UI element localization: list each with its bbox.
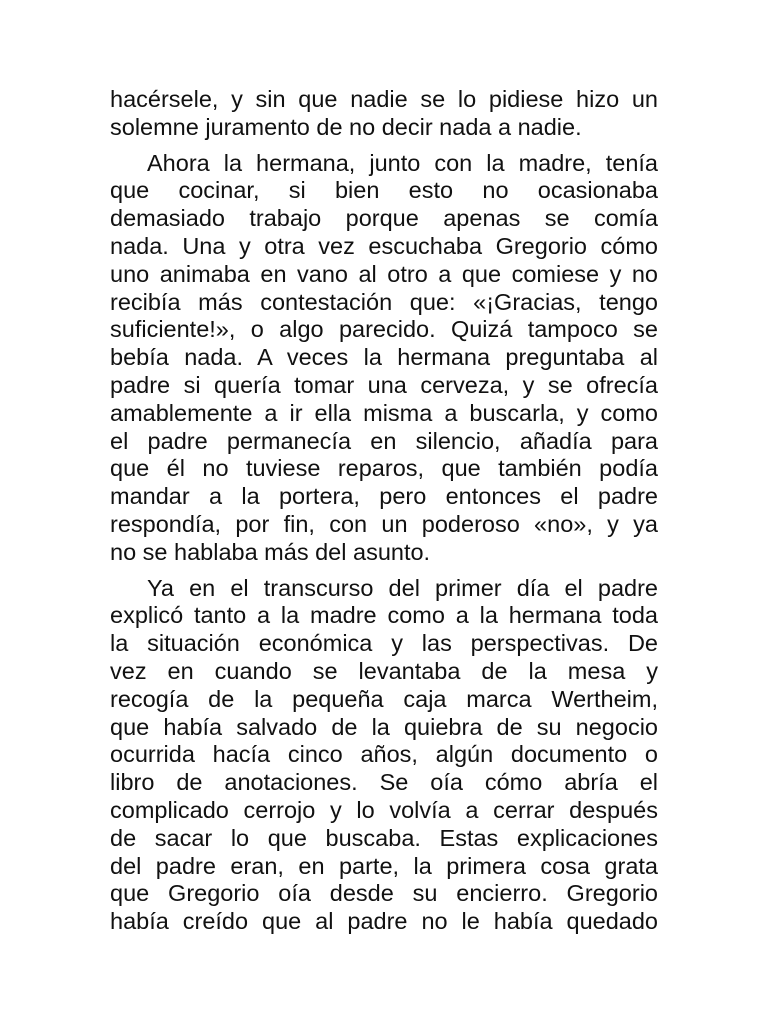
paragraph [110, 150, 658, 567]
text-line: mandar a la portera, pero entonces el padre [110, 483, 658, 510]
text-line: bebía nada. A veces la hermana preguntaba al [110, 344, 658, 371]
text-line: que él no tuviese reparos, que también podía [110, 455, 658, 482]
text-line: complicado cerrojo y lo volvía a cerrar después [110, 796, 658, 823]
paragraph [110, 575, 658, 936]
text-line: de sacar lo que buscaba. Estas explicaciones [110, 824, 658, 851]
text-line: la situación económica y las perspectivas. De [110, 630, 658, 657]
text-line: no se hablaba más del asunto. [110, 538, 431, 565]
text-line: recogía de la pequeña caja marca Wertheim, [110, 685, 658, 712]
text-line: ocurrida hacía cinco años, algún documento o [110, 741, 658, 768]
text-line: recibía más contestación que: «¡Gracias, tengo [110, 288, 658, 315]
text-line: que había salvado de la quiebra de su negocio [110, 713, 658, 740]
text-line: uno animaba en vano al otro a que comiese y no [110, 260, 658, 287]
text-line: del padre eran, en parte, la primera cosa grata [110, 852, 658, 879]
page-text [110, 86, 658, 936]
text-line: suficiente!», o algo parecido. Quizá tampoco se [110, 316, 658, 343]
text-line: que cocinar, si bien esto no ocasionaba [110, 177, 658, 204]
text-line: libro de anotaciones. Se oía cómo abría el [110, 769, 658, 796]
text-line: el padre permanecía en silencio, añadía para [110, 427, 658, 454]
text-line: amablemente a ir ella misma a buscarla, y como [110, 399, 658, 426]
text-line: Ahora la hermana, junto con la madre, tenía [147, 149, 658, 176]
text-line: explicó tanto a la madre como a la hermana toda [110, 602, 658, 629]
text-line: padre si quería tomar una cerveza, y se ofrecía [110, 371, 658, 398]
text-line: Ya en el transcurso del primer día el padre [147, 574, 658, 601]
text-line: respondía, por fin, con un poderoso «no», y ya [110, 510, 658, 537]
text-line: hacérsele, y sin que nadie se lo pidiese hizo un [110, 86, 658, 112]
text-line: vez en cuando se levantaba de la mesa y [110, 657, 658, 684]
text-line: demasiado trabajo porque apenas se comía [110, 205, 658, 232]
paragraph [110, 86, 658, 142]
text-line: nada. Una y otra vez escuchaba Gregorio cómo [110, 232, 658, 259]
text-line: solemne juramento de no decir nada a nadie. [110, 113, 582, 140]
text-line: que Gregorio oía desde su encierro. Gregorio [110, 880, 658, 907]
text-line: había creído que al padre no le había quedado [110, 908, 658, 935]
